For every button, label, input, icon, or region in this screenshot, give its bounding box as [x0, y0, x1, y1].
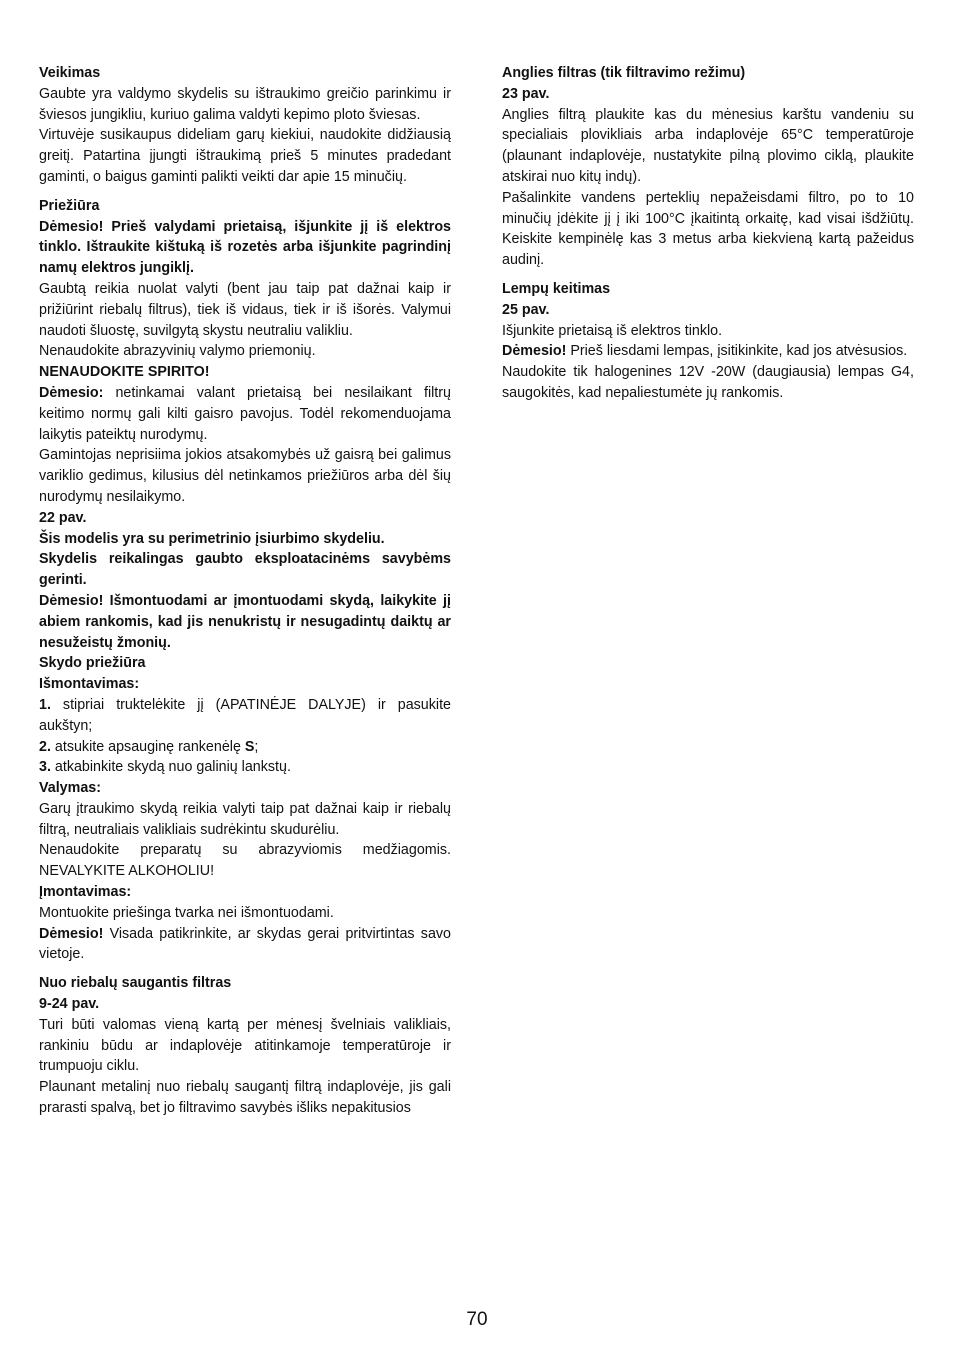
- warning-text: Prieš liesdami lempas, įsitikinkite, kad jos atvėsusios.: [566, 343, 908, 360]
- paragraph: [39, 383, 451, 445]
- step-item: [39, 737, 451, 758]
- paragraph: [502, 341, 914, 362]
- figure-reference: 23 pav.: [502, 85, 550, 102]
- paragraph: Naudokite tik halogenines 12V -20W (daugiausia) lempas G4, saugokitės, kad nepaliestumėte jų rankomis.: [502, 364, 914, 401]
- step-item: [39, 695, 451, 737]
- warning-label: Dėmesio:: [39, 384, 104, 401]
- paragraph: Gamintojas neprisiima jokios atsakomybės už gaisrą bei galimus variklio gedimus, kilusius dėl netinkamos priežiūros arba dėl šių nurodymų nesilaikymo.: [39, 447, 451, 505]
- step-text: ;: [254, 738, 259, 755]
- subsection-title: Išmontavimas:: [39, 676, 140, 693]
- step-text: atsukite apsauginę rankenėlę: [50, 738, 245, 755]
- section-title-lempu-keitimas: Lempų keitimas: [502, 280, 611, 297]
- figure-reference: 22 pav.: [39, 509, 87, 526]
- paragraph: Gaubtą reikia nuolat valyti (bent jau taip pat dažnai kaip ir prižiūrint riebalų filtrus), tiek iš vidaus, tiek ir iš išorės. Valymui naudoti šluostę, suvilgytą skystu neutraliu valikliu.: [39, 280, 451, 339]
- paragraph: Pašalinkite vandens perteklių nepažeisdami filtro, po to 10 minučių įdėkite jį į iki 100°C įkaitintą orkaitę, kad visai išdžiūtų. Keiskite kempinėlę kas 3 metus arba kiekvieną kartą pažeidus audinį.: [502, 189, 914, 269]
- subsection-title: Skydo priežiūra: [39, 655, 146, 672]
- subsection-title: Įmontavimas:: [39, 884, 132, 901]
- subsection-title: Valymas:: [39, 780, 101, 797]
- step-text: stipriai truktelėkite jį (APATINĖJE DALYJE) ir pasukite aukštyn;: [39, 696, 451, 734]
- warning-paragraph: Dėmesio! Prieš valydami prietaisą, išjunkite jį iš elektros tinklo. Ištraukite kištuką iš rozetės arba išjunkite pagrindinį namų elektros jungiklį.: [39, 218, 451, 277]
- bold-paragraph: Šis modelis yra su perimetrinio įsiurbimo skydeliu.: [39, 530, 385, 547]
- warning-text: Visada patikrinkite, ar skydas gerai pritvirtintas savo vietoje.: [39, 925, 451, 963]
- step-number: 3.: [39, 759, 51, 776]
- step-text-bold: S: [244, 738, 255, 755]
- warning-label: Dėmesio!: [502, 343, 567, 360]
- paragraph: Turi būti valomas vieną kartą per mėnesį švelniais valikliais, rankiniu būdu ar indaplovėje atitinkamoje temperatūroje ir trumpuoju ciklu.: [39, 1016, 451, 1075]
- section-title-prieziura: Priežiūra: [39, 197, 100, 214]
- page-number: 70: [466, 1309, 488, 1330]
- paragraph: Virtuvėje susikaupus dideliam garų kiekiui, naudokite didžiausią greitį. Patartina įjungti ištraukimą prieš 5 minutes pradedant gaminti, o baigus gaminti palikti veikti dar apie 15 minučių.: [39, 127, 451, 185]
- paragraph: Garų įtraukimo skydą reikia valyti taip pat dažnai kaip ir riebalų filtrą, neutraliais valikliais sudrėkintu skudurėliu.: [39, 800, 451, 838]
- paragraph: Išjunkite prietaisą iš elektros tinklo.: [502, 322, 723, 339]
- step-item: [39, 757, 451, 778]
- paragraph: Anglies filtrą plaukite kas du mėnesius karštu vandeniu su specialiais plovikliais arba indaplovėje 65°C temperatūroje (plaunant indaplovėje, nustatykite pilną plovimo ciklą, plaukite atskirai nuo kitų indų).: [502, 106, 914, 185]
- step-number: 2.: [39, 738, 51, 755]
- section-title-anglies-filtras: Anglies filtras (tik filtravimo režimu): [502, 65, 746, 81]
- left-column: [39, 63, 451, 1119]
- paragraph: Gaubte yra valdymo skydelis su ištraukimo greičio parinkimu ir šviesos jungikliu, kuriuo galima valdyti kepimo ploto šviesas.: [39, 85, 451, 123]
- paragraph: [39, 924, 451, 966]
- figure-reference: 25 pav.: [502, 301, 550, 318]
- bold-paragraph: Skydelis reikalingas gaubto eksploatacinėms savybėms gerinti.: [39, 551, 451, 589]
- step-number: 1.: [39, 696, 51, 713]
- paragraph: Plaunant metalinį nuo riebalų saugantį filtrą indaplovėje, jis gali prarasti spalvą, bet jo filtravimo savybės išliks nepakitusios: [39, 1079, 451, 1117]
- paragraph: Nenaudokite abrazyvinių valymo priemonių.: [39, 343, 316, 360]
- warning-label: Dėmesio!: [39, 925, 104, 942]
- section-title-riebalu-filtras: Nuo riebalų saugantis filtras: [39, 975, 232, 992]
- warning-text: netinkamai valant prietaisą bei nesilaikant filtrų keitimo normų gali kilti gaisro pavojus. Todėl rekomenduojama laikytis pateiktų nurodymų.: [39, 384, 451, 443]
- section-title-veikimas: Veikimas: [39, 65, 101, 81]
- right-column: [502, 63, 914, 404]
- warning-line: NENAUDOKITE SPIRITO!: [39, 364, 210, 381]
- paragraph: Nenaudokite preparatų su abrazyviomis medžiagomis. NEVALYKITE ALKOHOLIU!: [39, 842, 451, 880]
- warning-paragraph: Dėmesio! Išmontuodami ar įmontuodami skydą, laikykite jį abiem rankomis, kad jis nenukristų ir nesugadintų daiktų ar nesužeistų žmonių.: [39, 592, 451, 651]
- paragraph: Montuokite priešinga tvarka nei išmontuodami.: [39, 904, 334, 921]
- figure-reference: 9-24 pav.: [39, 996, 100, 1013]
- step-text: atkabinkite skydą nuo galinių lankstų.: [50, 759, 291, 776]
